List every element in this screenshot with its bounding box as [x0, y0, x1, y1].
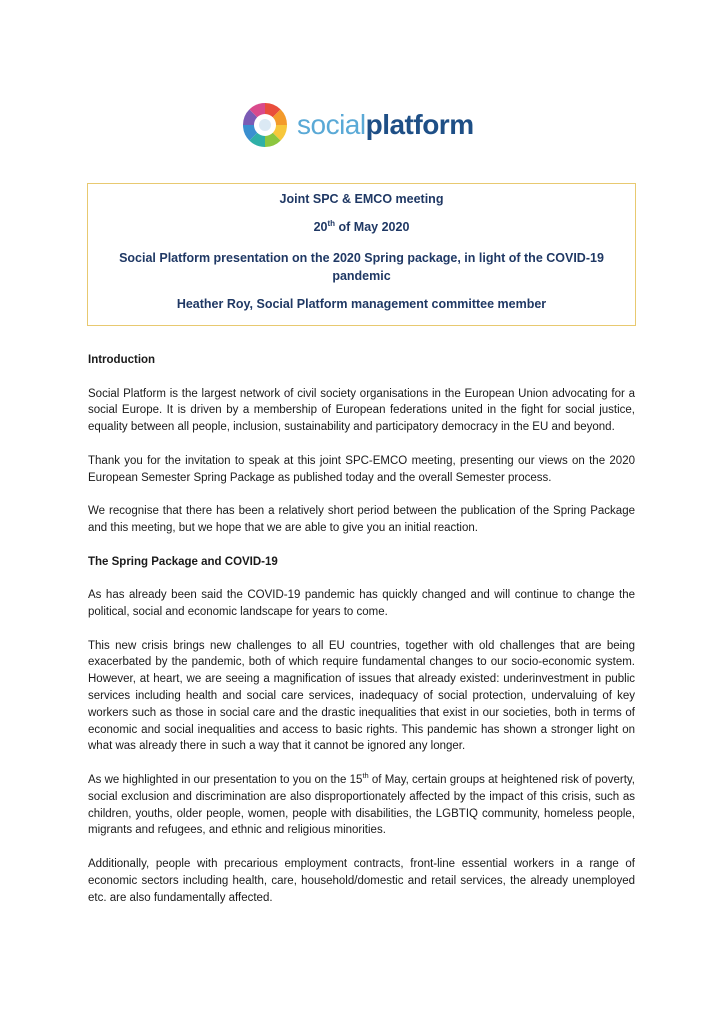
logo-text-dark: platform — [365, 109, 474, 140]
paragraph-part: As we highlighted in our presentation to you on the 15 — [88, 773, 363, 786]
paragraph: Additionally, people with precarious employment contracts, front-line essential workers in a range of economic sectors including health, care, household/domestic and retail services, the already unemployed etc. are also fundamentally affected. — [88, 857, 635, 904]
logo-text-light: social — [297, 109, 366, 140]
paragraph: This new crisis brings new challenges to all EU countries, together with old challenges that are being exacerbated by the pandemic, both of which require fundamental changes to our socio-economic system. However, at heart, we are seeing a magnification of issues that already existed: underinvestment in public services including health and social care services, inadequacy of social protection, undervaluing of key workers such as those in social care and the drastic inequalities that exist in our societies, both in terms of economic and social inequalities and access to basic rights. This pandemic has shown a stronger light on what was already there in such a way that it cannot be ignored any longer. — [88, 639, 635, 753]
puzzle-wheel-icon — [241, 101, 289, 149]
paragraph: Social Platform is the largest network of civil society organisations in the European Union advocating for a social Europe. It is driven by a membership of European federations united in the fight for social justice, equality between all people, inclusion, sustainability and participatory democracy in the EU and beyond. — [88, 387, 635, 434]
paragraph: We recognise that there has been a relatively short period between the publication of the Spring Package and this meeting, but we hope that we are able to give you an initial reaction. — [88, 505, 635, 534]
paragraph: Thank you for the invitation to speak at this joint SPC-EMCO meeting, presenting our views on the 2020 European Semester Spring Package as published today and the overall Semester process. — [88, 454, 635, 484]
spring-package-heading: The Spring Package and COVID-19 — [88, 555, 278, 568]
paragraph-part: of May, certain groups at heightened risk of poverty, social exclusion and discrimination are also disproportionately affected by the impact of this crisis, such as children, youths, older people, women, people with disabilities, the LGBTIQ community, homeless people, migrants and refugees, and ethnic and religious minorities. — [88, 773, 635, 837]
date-rest: of May 2020 — [335, 220, 410, 234]
date-day: 20 — [313, 220, 328, 234]
presentation-title: Social Platform presentation on the 2020 Spring package, in light of the COVID-19 pandemic — [119, 251, 604, 283]
presenter-line: Heather Roy, Social Platform management committee member — [176, 297, 547, 311]
meeting-date — [88, 220, 635, 234]
document-body — [88, 352, 635, 906]
social-platform-logo — [241, 100, 486, 150]
ordinal-suffix: th — [362, 771, 369, 781]
meeting-title: Joint SPC & EMCO meeting — [279, 192, 444, 206]
introduction-heading: Introduction — [88, 354, 156, 366]
date-suffix: th — [327, 218, 336, 228]
paragraph — [88, 772, 635, 839]
paragraph: As has already been said the COVID-19 pandemic has quickly changed and will continue to change the political, social and economic landscape for years to come. — [88, 589, 635, 618]
logo-wordmark — [297, 111, 474, 139]
meeting-header-box — [87, 183, 636, 326]
